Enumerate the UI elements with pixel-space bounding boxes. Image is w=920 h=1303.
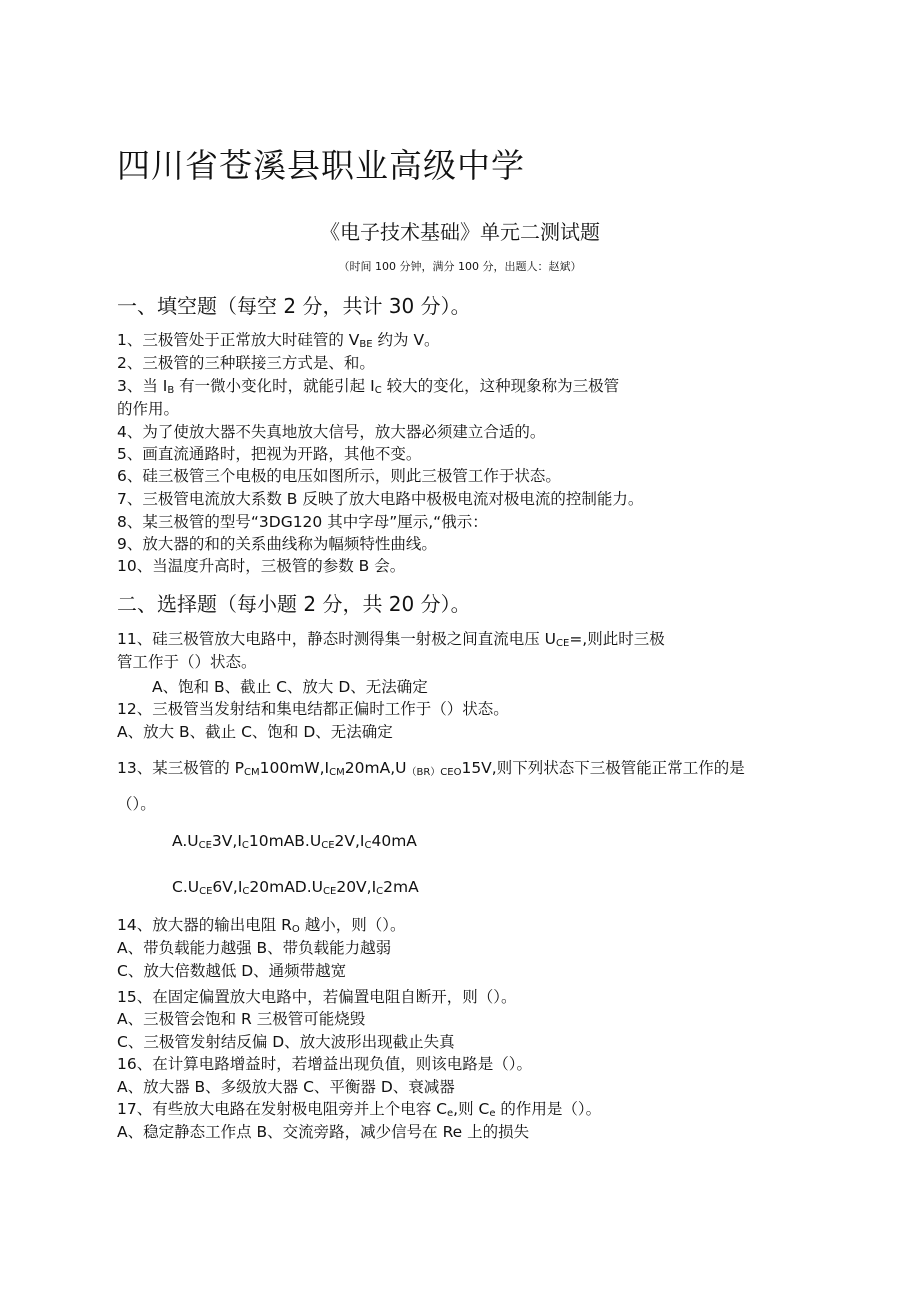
exam-title: 《电子技术基础》单元二测试题 (320, 220, 600, 244)
question-1: 1、三极管处于正常放大时硅管的 $V_{BE}$ 约为 V。 (117, 331, 440, 350)
question-11-continued: 管工作于（）状态。 (117, 653, 257, 671)
question-16: 16、在计算电路增益时，若增益出现负值，则该电路是（）。 (117, 1055, 532, 1073)
question-13-options-ab: $A.U_{CE}3V,I_C10mAB.U_{CE}2V,I_C40mA$ (172, 832, 417, 851)
question-15-options-ab: A、三极管会饱和 R 三极管可能烧毁 (117, 1010, 366, 1028)
question-14: 14、放大器的输出电阻 $R_O$ 越小，则（）。 (117, 916, 406, 935)
question-7: 7、三极管电流放大系数 B 反映了放大电路中极极电流对极电流的控制能力。 (117, 490, 644, 508)
question-9: 9、放大器的和的关系曲线称为幅频特性曲线。 (117, 535, 437, 553)
question-11-options: A、饱和 B、截止 C、放大 D、无法确定 (152, 678, 428, 696)
question-15: 15、在固定偏置放大电路中，若偏置电阻自断开，则（）。 (117, 988, 517, 1006)
question-15-options-cd: C、三极管发射结反偏 D、放大波形出现截止失真 (117, 1033, 455, 1051)
question-13: 13、某三极管的 $P_{CM}100mW,I_{CM}20mA,U_{(BR)CEO}15V$,则下列状态下三极管能正常工作的是 (117, 759, 745, 778)
question-2: 2、三极管的三种联接三方式是、和。 (117, 354, 375, 372)
question-3: 3、当 $I_B$ 有一微小变化时，就能引起 $I_C$ 较大的变化，这种现象称为三极管 (117, 377, 620, 396)
question-8: 8、某三极管的型号“3DG120 其中字母”厘示,“俄示： (117, 513, 488, 531)
question-12-options: A、放大 B、截止 C、饱和 D、无法确定 (117, 723, 393, 741)
question-14-options-ab: A、带负载能力越强 B、带负载能力越弱 (117, 939, 392, 957)
question-11: 11、硅三极管放大电路中，静态时测得集一射极之间直流电压 $U_{CE}=$,则此时三极 (117, 630, 665, 649)
question-16-options: A、放大器 B、多级放大器 C、平衡器 D、衰减器 (117, 1078, 455, 1096)
exam-subtitle: （时间 100 分钟，满分 100 分，出题人：赵斌） (338, 260, 582, 273)
question-13-continued: （）。 (117, 795, 156, 813)
question-4: 4、为了使放大器不失真地放大信号，放大器必须建立合适的。 (117, 423, 546, 441)
question-14-options-cd: C、放大倍数越低 D、通频带越宽 (117, 962, 347, 980)
question-17: 17、有些放大电路在发射极电阻旁并上个电容 $C_e$,则 $C_e$ 的作用是（）。 (117, 1100, 602, 1119)
question-6: 6、硅三极管三个电极的电压如图所示，则此三极管工作于状态。 (117, 467, 561, 485)
question-10: 10、当温度升高时，三极管的参数 B 会。 (117, 557, 406, 575)
section-heading-fill-in: 一、填空题（每空 2 分，共计 30 分）。 (117, 294, 471, 318)
school-name: 四川省苍溪县职业高级中学 (117, 146, 525, 185)
question-5: 5、画直流通路时，把视为开路，其他不变。 (117, 445, 422, 463)
question-13-options-cd: $C.U_{CE}6V,I_C20mAD.U_{CE}20V,I_C2mA$ (172, 878, 419, 897)
section-heading-multiple-choice: 二、选择题（每小题 2 分，共 20 分）。 (117, 592, 471, 616)
question-17-options-ab: A、稳定静态工作点 B、交流旁路，减少信号在 Re 上的损失 (117, 1123, 530, 1141)
question-12: 12、三极管当发射结和集电结都正偏时工作于（）状态。 (117, 700, 509, 718)
question-3-continued: 的作用。 (117, 400, 180, 418)
